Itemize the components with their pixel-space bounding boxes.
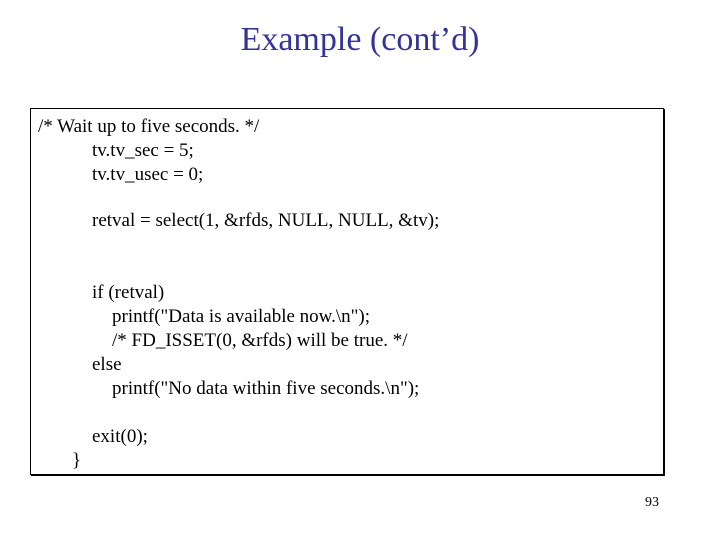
- page-number: 93: [645, 495, 659, 510]
- code-line-tv-sec: tv.tv_sec = 5;: [92, 140, 194, 161]
- code-line-if: if (retval): [92, 282, 165, 303]
- code-line-printf-available: printf("Data is available now.\n");: [112, 306, 371, 327]
- code-line-printf-nodata: printf("No data within five seconds.\n");: [112, 378, 420, 399]
- code-block: [30, 108, 664, 475]
- code-line-exit: exit(0);: [92, 426, 148, 447]
- code-line-else: else: [92, 354, 122, 375]
- code-line-comment-wait: /* Wait up to five seconds. */: [38, 116, 260, 137]
- code-line-closing-brace: }: [72, 450, 82, 471]
- slide-title: Example (cont’d): [240, 21, 480, 58]
- code-line-comment-fdisset: /* FD_ISSET(0, &rfds) will be true. */: [112, 330, 408, 351]
- code-line-tv-usec: tv.tv_usec = 0;: [92, 164, 204, 185]
- code-line-select: retval = select(1, &rfds, NULL, NULL, &tv);: [92, 210, 440, 231]
